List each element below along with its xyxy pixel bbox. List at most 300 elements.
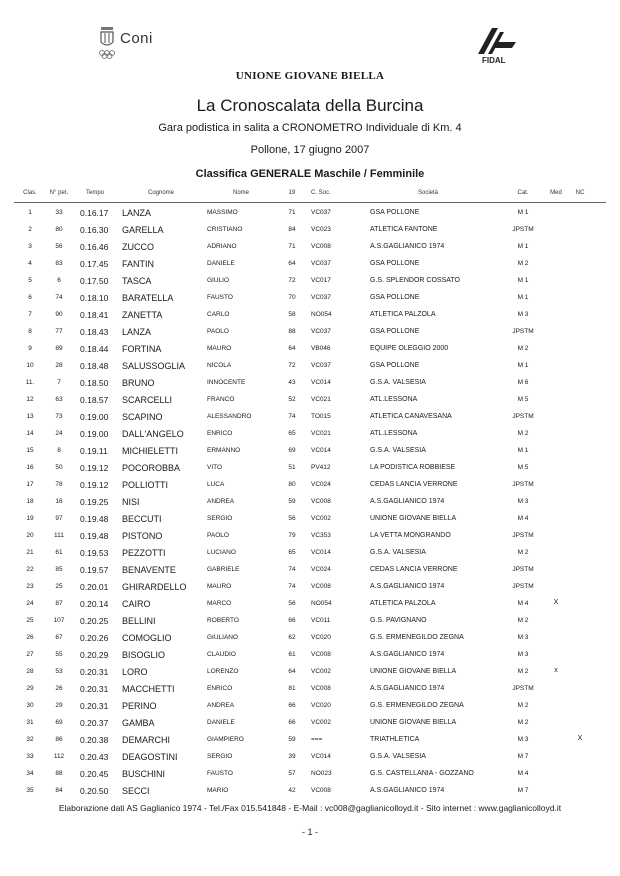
- category-cell: M 3: [517, 736, 529, 743]
- rank-cell: 17: [26, 481, 34, 488]
- club-code-cell: VC020: [311, 634, 331, 641]
- rank-cell: 19: [26, 515, 34, 522]
- table-row: [0, 238, 620, 255]
- rank-cell: 4: [28, 260, 32, 267]
- table-row: [0, 748, 620, 765]
- time-cell: 0.19.57: [80, 565, 109, 575]
- table-row: [0, 374, 620, 391]
- category-cell: M 2: [517, 260, 529, 267]
- club-code-cell: PV412: [311, 464, 331, 471]
- bib-cell: 61: [55, 549, 63, 556]
- rank-cell: 31: [26, 719, 34, 726]
- table-row: [0, 697, 620, 714]
- category-cell: M 2: [517, 345, 529, 352]
- surname-cell: BENAVENTE: [122, 565, 176, 575]
- surname-cell: ZANETTA: [122, 310, 163, 320]
- year-cell: 70: [288, 294, 296, 301]
- club-code-cell: VC353: [311, 532, 331, 539]
- surname-cell: DALL'ANGELO: [122, 429, 184, 439]
- bib-cell: 97: [55, 515, 63, 522]
- table-row: [0, 408, 620, 425]
- rank-cell: 29: [26, 685, 34, 692]
- category-cell: M 1: [517, 209, 529, 216]
- club-cell: G.S. ERMENEGILDO ZEGNA: [370, 702, 464, 709]
- year-cell: 59: [288, 498, 296, 505]
- name-cell: PAOLO: [207, 328, 229, 335]
- surname-cell: PISTONO: [122, 531, 163, 541]
- time-cell: 0.20.50: [80, 786, 109, 796]
- club-cell: G.S. ERMENEGILDO ZEGNA: [370, 634, 464, 641]
- name-cell: DANIELE: [207, 719, 235, 726]
- year-cell: 88: [288, 328, 296, 335]
- header-nc: NC: [575, 190, 585, 196]
- surname-cell: PERINO: [122, 701, 157, 711]
- bib-cell: 77: [55, 328, 63, 335]
- surname-cell: GHIRARDELLO: [122, 582, 187, 592]
- surname-cell: SECCI: [122, 786, 150, 796]
- category-cell: M 7: [517, 753, 529, 760]
- surname-cell: BUSCHINI: [122, 769, 166, 779]
- club-code-cell: VC014: [311, 447, 331, 454]
- category-cell: M 3: [517, 651, 529, 658]
- club-cell: A.S.GAGLIANICO 1974: [370, 498, 445, 505]
- coni-emblem-icon: [98, 26, 116, 60]
- bib-cell: 56: [55, 243, 63, 250]
- table-row: [0, 782, 620, 799]
- year-cell: 56: [288, 600, 296, 607]
- year-cell: 64: [288, 260, 296, 267]
- time-cell: 0.20.29: [80, 650, 109, 660]
- category-cell: M 1: [517, 243, 529, 250]
- time-cell: 0.20.26: [80, 633, 109, 643]
- category-cell: M 2: [517, 719, 529, 726]
- category-cell: M 1: [517, 294, 529, 301]
- bib-cell: 74: [55, 294, 63, 301]
- name-cell: ANDREA: [207, 498, 235, 505]
- year-cell: 59: [288, 736, 296, 743]
- bib-cell: 67: [55, 634, 63, 641]
- fidal-emblem-icon: [470, 24, 522, 56]
- surname-cell: TASCA: [122, 276, 152, 286]
- category-cell: M 4: [517, 600, 529, 607]
- club-code-cell: VC014: [311, 379, 331, 386]
- category-cell: M 4: [517, 515, 529, 522]
- time-cell: 0.20.45: [80, 769, 109, 779]
- club-cell: A.S.GAGLIANICO 1974: [370, 583, 445, 590]
- category-cell: M 1: [517, 277, 529, 284]
- page-title: La Cronoscalata della Burcina: [196, 96, 424, 115]
- time-cell: 0.20.01: [80, 582, 109, 592]
- fidal-logo-text: FIDAL: [482, 56, 506, 65]
- time-cell: 0.19.00: [80, 412, 109, 422]
- club-code-cell: VC008: [311, 787, 331, 794]
- category-cell: M 3: [517, 311, 529, 318]
- club-code-cell: VB046: [311, 345, 331, 352]
- time-cell: 0.20.25: [80, 616, 109, 626]
- bib-cell: 69: [55, 719, 63, 726]
- table-row: [0, 306, 620, 323]
- club-code-cell: VC021: [311, 396, 331, 403]
- club-cell: GSA POLLONE: [370, 362, 420, 369]
- rank-cell: 14: [26, 430, 34, 437]
- fidal-logo: [470, 24, 522, 68]
- footer-credits: Elaborazione dati AS Gaglianico 1974 - Tel./Fax 015.541848 - E-Mail : vc008@gaglianicolloyd.it - Sito internet : www.gaglianicolloyd.it: [58, 803, 562, 813]
- club-cell: G.S. SPLENDOR COSSATO: [370, 277, 460, 284]
- year-cell: 52: [288, 396, 296, 403]
- rank-cell: 13: [26, 413, 34, 420]
- rank-cell: 27: [26, 651, 34, 658]
- year-cell: 58: [288, 311, 296, 318]
- name-cell: VITO: [207, 464, 223, 471]
- club-cell: ATL.LESSONA: [370, 396, 418, 403]
- place-date: Pollone, 17 giugno 2007: [250, 144, 370, 156]
- club-cell: ATLETICA FANTONE: [370, 226, 438, 233]
- header-med: Med: [550, 190, 562, 196]
- club-cell: G.S.A. VALSESIA: [370, 379, 426, 386]
- surname-cell: BARATELLA: [122, 293, 174, 303]
- category-cell: JPSTM: [512, 226, 534, 233]
- name-cell: MASSIMO: [207, 209, 238, 216]
- surname-cell: BELLINI: [122, 616, 156, 626]
- time-cell: 0.18.50: [80, 378, 109, 388]
- category-cell: M 2: [517, 549, 529, 556]
- name-cell: GIAMPIERO: [207, 736, 244, 743]
- rank-cell: 6: [28, 294, 32, 301]
- year-cell: 51: [288, 464, 296, 471]
- time-cell: 0.18.43: [80, 327, 109, 337]
- club-code-cell: VC002: [311, 515, 331, 522]
- club-code-cell: VC002: [311, 719, 331, 726]
- bib-cell: 55: [55, 651, 63, 658]
- time-cell: 0.16.17: [80, 208, 109, 218]
- surname-cell: DEMARCHI: [122, 735, 171, 745]
- name-cell: LUCA: [207, 481, 225, 488]
- bib-cell: 112: [53, 753, 65, 760]
- rank-cell: 30: [26, 702, 34, 709]
- time-cell: 0.18.44: [80, 344, 109, 354]
- surname-cell: GARELLA: [122, 225, 164, 235]
- category-cell: M 2: [517, 430, 529, 437]
- club-cell: CEDAS LANCIA VERRONE: [370, 566, 458, 573]
- bib-cell: 107: [53, 617, 65, 624]
- rank-cell: 28: [26, 668, 34, 675]
- name-cell: ALESSANDRO: [207, 413, 252, 420]
- rank-cell: 18: [26, 498, 34, 505]
- time-cell: 0.17.50: [80, 276, 109, 286]
- club-code-cell: VC024: [311, 481, 331, 488]
- table-row: [0, 527, 620, 544]
- bib-cell: 73: [55, 413, 63, 420]
- club-cell: ATLETICA CANAVESANA: [370, 413, 452, 420]
- category-cell: M 5: [517, 396, 529, 403]
- club-code-cell: VC037: [311, 209, 331, 216]
- table-row: [0, 476, 620, 493]
- rank-cell: 20: [26, 532, 34, 539]
- table-header: [0, 190, 620, 202]
- name-cell: LUCIANO: [207, 549, 236, 556]
- time-cell: 0.19.48: [80, 531, 109, 541]
- time-cell: 0.19.12: [80, 463, 109, 473]
- year-cell: 65: [288, 430, 296, 437]
- time-cell: 0.18.10: [80, 293, 109, 303]
- name-cell: SERGIO: [207, 753, 233, 760]
- name-cell: LORENZO: [207, 668, 239, 675]
- name-cell: ANDREA: [207, 702, 235, 709]
- table-row: [0, 493, 620, 510]
- bib-cell: 78: [55, 481, 63, 488]
- category-cell: JPSTM: [512, 583, 534, 590]
- surname-cell: FORTINA: [122, 344, 162, 354]
- name-cell: DANIELE: [207, 260, 235, 267]
- club-cell: CEDAS LANCIA VERRONE: [370, 481, 458, 488]
- header-anno: 19: [288, 190, 296, 196]
- time-cell: 0.19.12: [80, 480, 109, 490]
- club-cell: GSA POLLONE: [370, 294, 420, 301]
- club-cell: UNIONE GIOVANE BIELLA: [370, 719, 457, 726]
- name-cell: FRANCO: [207, 396, 235, 403]
- time-cell: 0.20.31: [80, 701, 109, 711]
- category-cell: M 2: [517, 668, 529, 675]
- bib-cell: 89: [55, 345, 63, 352]
- rank-cell: 34: [26, 770, 34, 777]
- header-pet: N° pet.: [49, 190, 69, 196]
- bib-cell: 6: [57, 277, 61, 284]
- category-cell: M 7: [517, 787, 529, 794]
- year-cell: 69: [288, 447, 296, 454]
- year-cell: 71: [288, 209, 296, 216]
- club-code-cell: VC021: [311, 430, 331, 437]
- club-cell: G.S. PAVIGNANO: [370, 617, 427, 624]
- rank-cell: 26: [26, 634, 34, 641]
- time-cell: 0.18.57: [80, 395, 109, 405]
- category-cell: M 5: [517, 464, 529, 471]
- club-cell: A.S.GAGLIANICO 1974: [370, 685, 445, 692]
- club-code-cell: VC023: [311, 226, 331, 233]
- name-cell: MARIO: [207, 787, 229, 794]
- time-cell: 0.16.46: [80, 242, 109, 252]
- year-cell: 56: [288, 515, 296, 522]
- club-code-cell: VC011: [311, 617, 331, 624]
- year-cell: 74: [288, 566, 296, 573]
- name-cell: ADRIANO: [207, 243, 237, 250]
- name-cell: MAURO: [207, 583, 232, 590]
- club-cell: G.S.A. VALSESIA: [370, 753, 426, 760]
- header-cla: Clas.: [23, 190, 37, 196]
- year-cell: 80: [288, 481, 296, 488]
- name-cell: ROBERTO: [207, 617, 239, 624]
- bib-cell: 16: [55, 498, 63, 505]
- rank-cell: 15: [26, 447, 34, 454]
- time-cell: 0.19.00: [80, 429, 109, 439]
- table-row: [0, 340, 620, 357]
- rank-cell: 2: [28, 226, 32, 233]
- club-code-cell: VC020: [311, 702, 331, 709]
- surname-cell: LORO: [122, 667, 148, 677]
- rank-cell: 1: [28, 209, 32, 216]
- club-code-cell: VC037: [311, 294, 331, 301]
- club-cell: LA PODISTICA ROBBIESE: [370, 464, 456, 471]
- rank-cell: 9: [28, 345, 32, 352]
- club-code-cell: VC017: [311, 277, 331, 284]
- table-row: [0, 272, 620, 289]
- name-cell: GIULIO: [207, 277, 230, 284]
- category-cell: JPSTM: [512, 566, 534, 573]
- year-cell: 43: [288, 379, 296, 386]
- name-cell: FAUSTO: [207, 770, 233, 777]
- surname-cell: ZUCCO: [122, 242, 154, 252]
- rank-cell: 32: [26, 736, 34, 743]
- club-code-cell: VC002: [311, 668, 331, 675]
- rank-cell: 5: [28, 277, 32, 284]
- year-cell: 39: [288, 753, 296, 760]
- name-cell: ENRICO: [207, 430, 233, 437]
- page-number: - 1 -: [301, 827, 318, 837]
- name-cell: SERGIO: [207, 515, 233, 522]
- club-cell: A.S.GAGLIANICO 1974: [370, 787, 445, 794]
- time-cell: 0.19.25: [80, 497, 109, 507]
- surname-cell: MICHIELETTI: [122, 446, 179, 456]
- surname-cell: MACCHETTI: [122, 684, 175, 694]
- category-cell: JPSTM: [512, 481, 534, 488]
- category-cell: JPSTM: [512, 685, 534, 692]
- year-cell: 65: [288, 549, 296, 556]
- bib-cell: 90: [55, 311, 63, 318]
- surname-cell: BISOGLIO: [122, 650, 166, 660]
- bib-cell: 85: [55, 566, 63, 573]
- bib-cell: 83: [55, 260, 63, 267]
- club-cell: ATL.LESSONA: [370, 430, 418, 437]
- table-row: [0, 629, 620, 646]
- med-cell: X: [553, 599, 559, 606]
- year-cell: 81: [288, 685, 296, 692]
- table-row: [0, 510, 620, 527]
- race-subtitle: Gara podistica in salita a CRONOMETRO Individuale di Km. 4: [158, 122, 462, 134]
- club-code-cell: VC008: [311, 583, 331, 590]
- bib-cell: 24: [55, 430, 63, 437]
- organizer-name: UNIONE GIOVANE BIELLA: [235, 70, 385, 82]
- bib-cell: 50: [55, 464, 63, 471]
- surname-cell: DEAGOSTINI: [122, 752, 178, 762]
- coni-logo: [98, 26, 158, 62]
- rank-cell: 24: [26, 600, 34, 607]
- year-cell: 64: [288, 668, 296, 675]
- name-cell: CLAUDIO: [207, 651, 236, 658]
- club-cell: ATLETICA PALZOLA: [370, 311, 436, 318]
- time-cell: 0.20.31: [80, 667, 109, 677]
- time-cell: 0.18.41: [80, 310, 109, 320]
- club-cell: G.S.A. VALSESIA: [370, 447, 426, 454]
- rank-cell: 3: [28, 243, 32, 250]
- club-cell: GSA POLLONE: [370, 328, 420, 335]
- table-row: [0, 595, 620, 612]
- bib-cell: 33: [55, 209, 63, 216]
- table-row: [0, 765, 620, 782]
- category-cell: M 6: [517, 379, 529, 386]
- time-cell: 0.16.30: [80, 225, 109, 235]
- surname-cell: BECCUTI: [122, 514, 162, 524]
- club-code-cell: VC024: [311, 566, 331, 573]
- surname-cell: GAMBA: [122, 718, 155, 728]
- club-cell: A.S.GAGLIANICO 1974: [370, 651, 445, 658]
- year-cell: 72: [288, 277, 296, 284]
- club-cell: G.S.A. VALSESIA: [370, 549, 426, 556]
- category-cell: M 1: [517, 447, 529, 454]
- name-cell: ERMANNO: [207, 447, 241, 454]
- med-cell: x: [554, 667, 558, 674]
- bib-cell: 86: [55, 736, 63, 743]
- year-cell: 74: [288, 583, 296, 590]
- bib-cell: 28: [55, 362, 63, 369]
- table-row: [0, 561, 620, 578]
- club-cell: GSA POLLONE: [370, 260, 420, 267]
- bib-cell: 29: [55, 702, 63, 709]
- table-row: [0, 680, 620, 697]
- name-cell: GABRIELE: [207, 566, 240, 573]
- surname-cell: LANZA: [122, 208, 152, 218]
- club-cell: ATLETICA PALZOLA: [370, 600, 436, 607]
- time-cell: 0.20.14: [80, 599, 109, 609]
- bib-cell: 53: [55, 668, 63, 675]
- surname-cell: PEZZOTTI: [122, 548, 166, 558]
- club-cell: EQUIPE OLEGGIO 2000: [370, 345, 449, 352]
- table-row: [0, 731, 620, 748]
- name-cell: NICOLA: [207, 362, 232, 369]
- surname-cell: NISI: [122, 497, 140, 507]
- rank-cell: 21: [26, 549, 34, 556]
- table-row: [0, 221, 620, 238]
- club-code-cell: VC008: [311, 685, 331, 692]
- year-cell: 74: [288, 413, 296, 420]
- table-row: [0, 442, 620, 459]
- rank-cell: 25: [26, 617, 34, 624]
- club-code-cell: VC008: [311, 651, 331, 658]
- category-cell: M 2: [517, 617, 529, 624]
- surname-cell: COMOGLIO: [122, 633, 172, 643]
- year-cell: 84: [288, 226, 296, 233]
- club-code-cell: VC014: [311, 549, 331, 556]
- year-cell: 57: [288, 770, 296, 777]
- year-cell: 62: [288, 634, 296, 641]
- table-row: [0, 459, 620, 476]
- club-cell: GSA POLLONE: [370, 209, 420, 216]
- name-cell: CARLO: [207, 311, 230, 318]
- header-cod-soc: C. Soc.: [311, 190, 331, 196]
- category-cell: M 3: [517, 498, 529, 505]
- category-cell: M 1: [517, 362, 529, 369]
- surname-cell: SCAPINO: [122, 412, 163, 422]
- bib-cell: 84: [55, 787, 63, 794]
- year-cell: 61: [288, 651, 296, 658]
- year-cell: 66: [288, 719, 296, 726]
- club-code-cell: NO054: [311, 600, 332, 607]
- year-cell: 64: [288, 345, 296, 352]
- bib-cell: 63: [55, 396, 63, 403]
- rank-cell: 12: [26, 396, 34, 403]
- club-cell: UNIONE GIOVANE BIELLA: [370, 515, 457, 522]
- club-code-cell: VC037: [311, 260, 331, 267]
- coni-logo-text: Coni: [120, 30, 153, 47]
- club-code-cell: VC037: [311, 362, 331, 369]
- rank-cell: 7: [28, 311, 32, 318]
- club-code-cell: NO054: [311, 311, 332, 318]
- bib-cell: 111: [54, 532, 64, 539]
- time-cell: 0.17.45: [80, 259, 109, 269]
- club-code-cell: VC037: [311, 328, 331, 335]
- bib-cell: 80: [55, 226, 63, 233]
- table-row: [0, 255, 620, 272]
- club-code-cell: VC008: [311, 498, 331, 505]
- header-cognome: Cognome: [148, 190, 175, 196]
